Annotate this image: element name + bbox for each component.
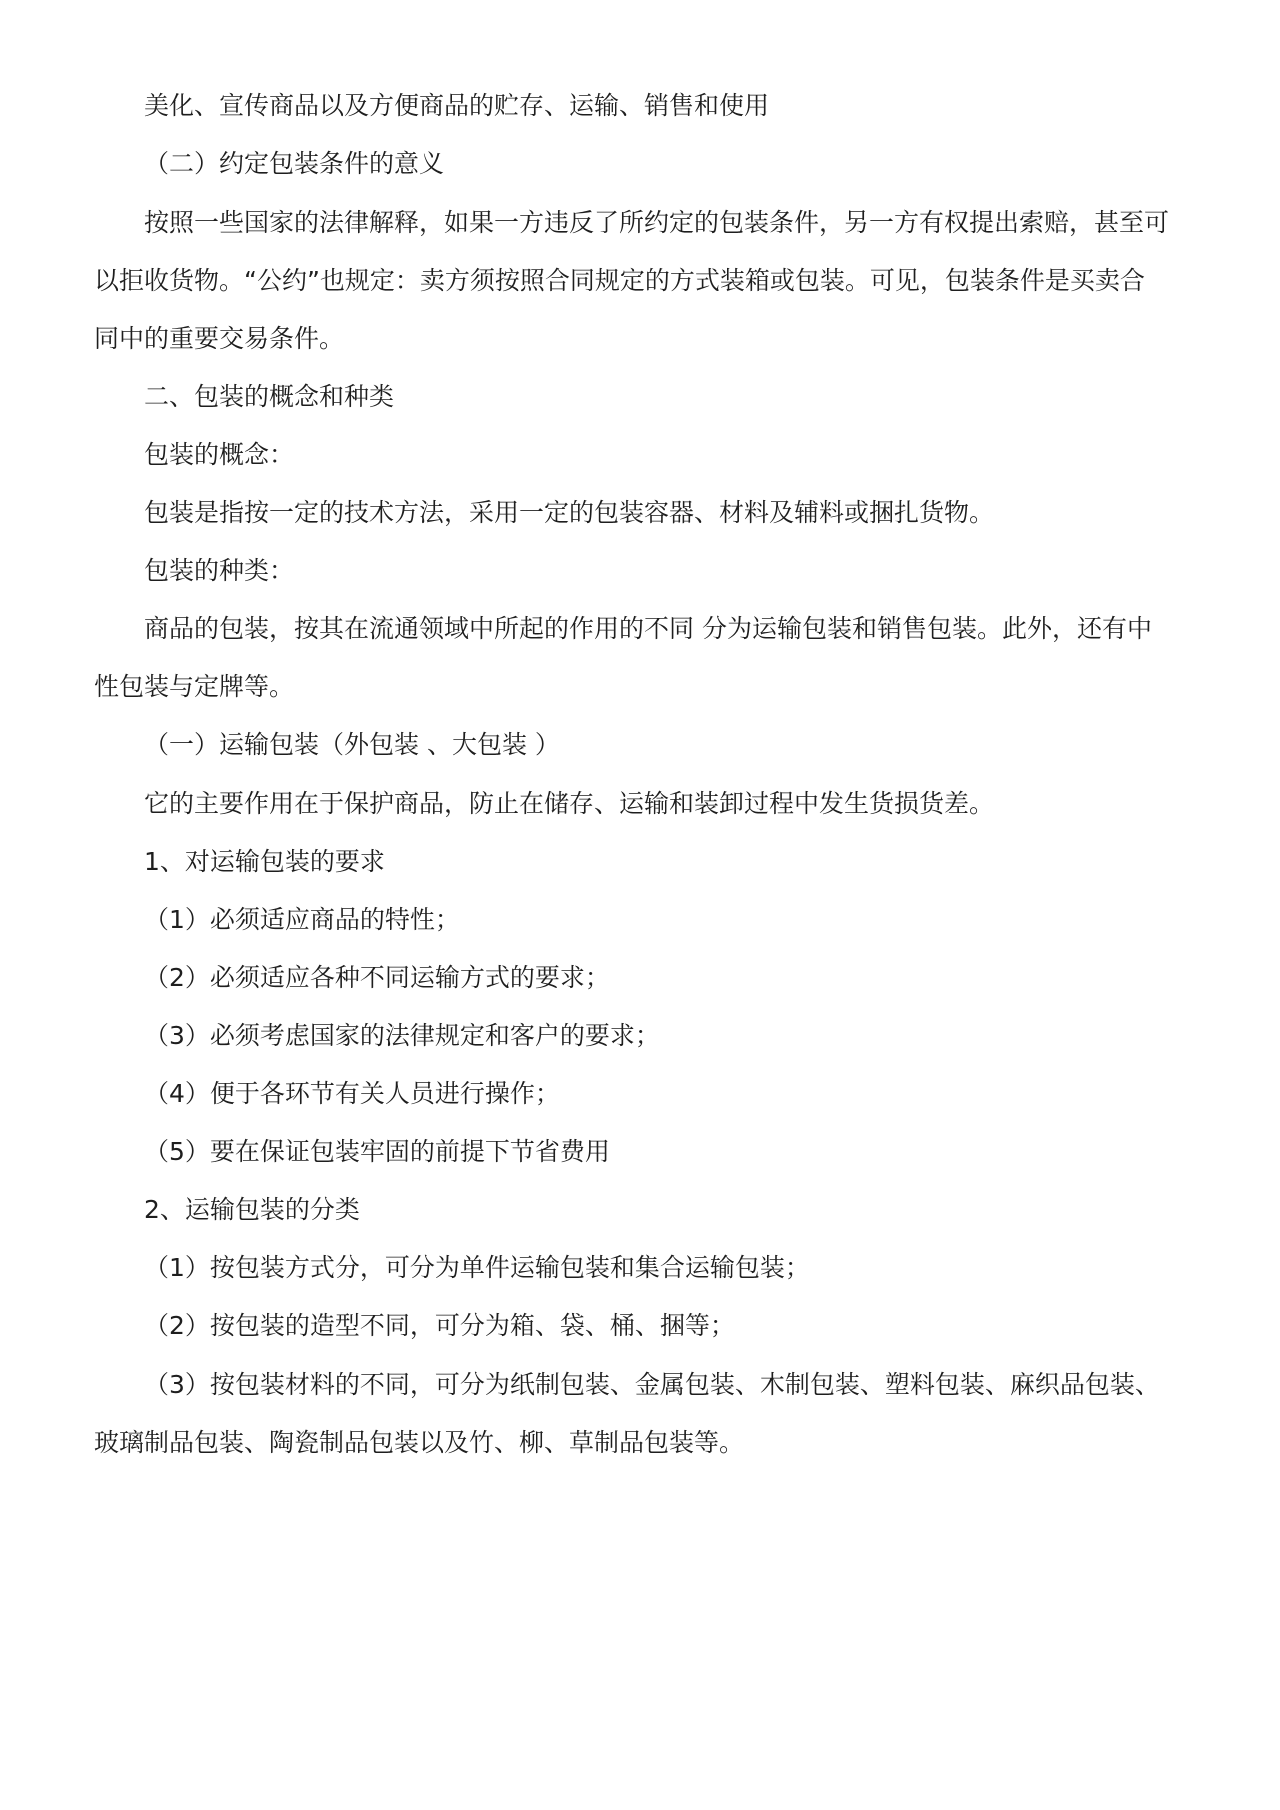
list-item-req-5: （5）要在保证包装牢固的前提下节省费用 [144, 1137, 610, 1166]
list-item-req-3: （3）必须考虑国家的法律规定和客户的要求； [144, 1021, 660, 1050]
list-item-class-3: （3）按包装材料的不同，可分为纸制包装、金属包装、木制包装、塑料包装、麻织品包装、 [144, 1370, 1160, 1399]
section-heading-significance: （二）约定包装条件的意义 [144, 149, 445, 178]
list-item-req-2: （2）必须适应各种不同运输方式的要求； [144, 963, 610, 992]
text-line-10: 商品的包装，按其在流通领域中所起的作用的不同 分为运输包装和销售包装。此外，还有中 [144, 614, 1152, 643]
text-line-3: 按照一些国家的法律解释，如果一方违反了所约定的包装条件，另一方有权提出索赔，甚至可 [144, 208, 1170, 237]
text-line-1: 美化、宣传商品以及方便商品的贮存、运输、销售和使用 [144, 91, 770, 120]
text-line-11: 性包装与定牌等。 [94, 672, 295, 701]
text-line-4: 以拒收货物。“公约”也规定：卖方须按照合同规定的方式装箱或包装。可见，包装条件是买卖合 [94, 266, 1145, 295]
text-line-8: 包装是指按一定的技术方法，采用一定的包装容器、材料及辅料或捆扎货物。 [144, 498, 995, 527]
subheading-classification: 2、运输包装的分类 [144, 1195, 360, 1224]
subheading-requirements: 1、对运输包装的要求 [144, 847, 385, 876]
list-item-class-2: （2）按包装的造型不同，可分为箱、袋、桶、捆等； [144, 1311, 735, 1340]
text-line-13: 它的主要作用在于保护商品，防止在储存、运输和装卸过程中发生货损货差。 [144, 789, 995, 818]
subheading-concept: 包装的概念： [144, 440, 295, 469]
list-item-class-3-cont: 玻璃制品包装、陶瓷制品包装以及竹、柳、草制品包装等。 [94, 1428, 745, 1457]
text-line-5: 同中的重要交易条件。 [94, 324, 345, 353]
list-item-req-4: （4）便于各环节有关人员进行操作； [144, 1079, 560, 1108]
section-heading-transport-packaging: （一）运输包装（外包装 、大包装 ） [144, 730, 560, 759]
section-heading-concept-types: 二、包装的概念和种类 [144, 382, 395, 411]
list-item-req-1: （1）必须适应商品的特性； [144, 905, 460, 934]
list-item-class-1: （1）按包装方式分，可分为单件运输包装和集合运输包装； [144, 1253, 810, 1282]
subheading-types: 包装的种类： [144, 556, 295, 585]
